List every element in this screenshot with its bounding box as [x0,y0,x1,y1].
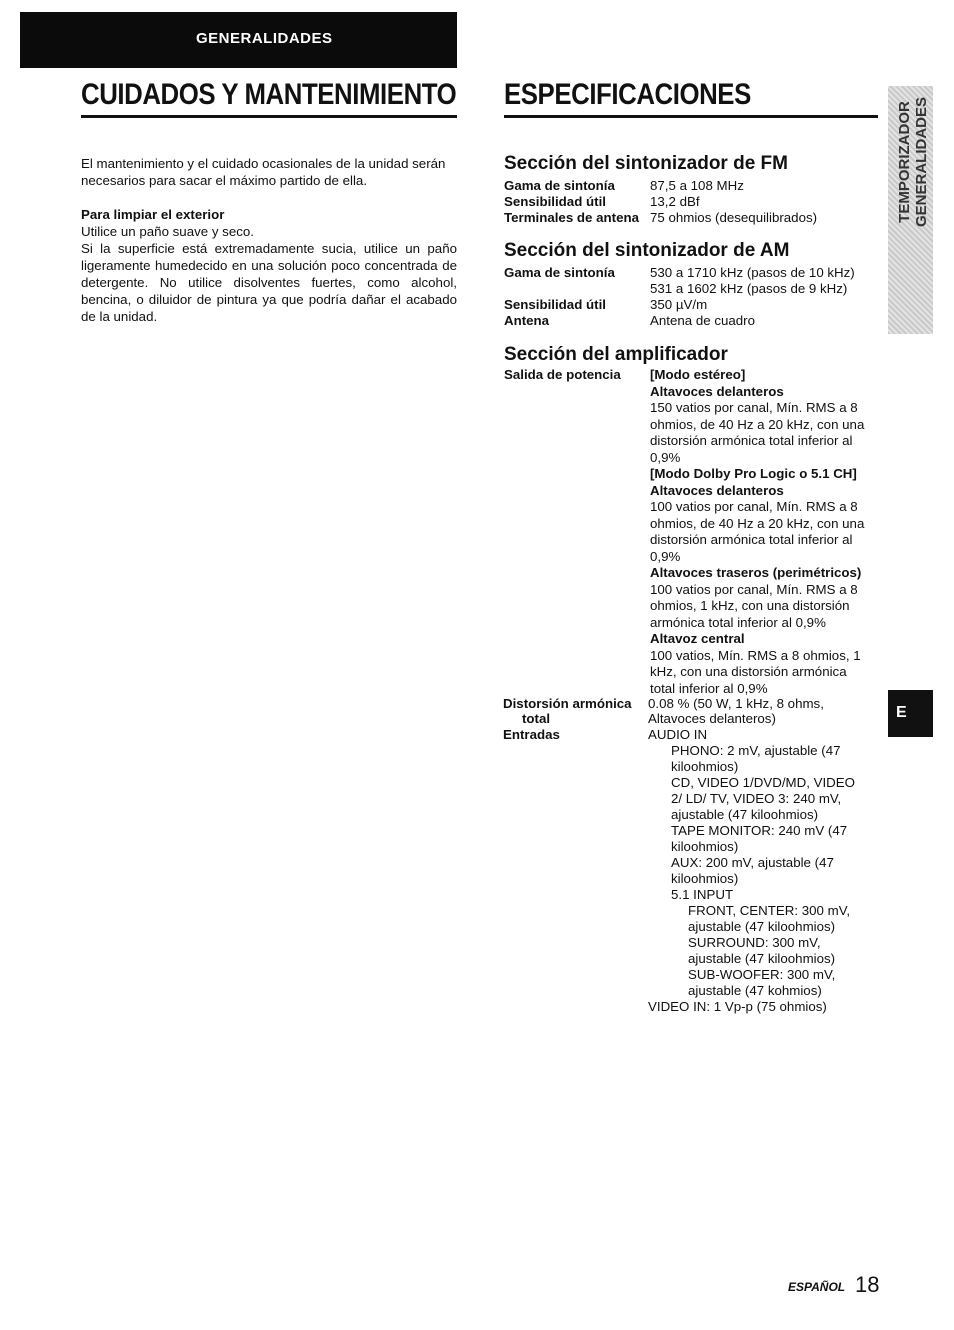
input-surround: SURROUND: 300 mV, ajustable (47 kiloohmios) [688,935,836,966]
center-label: Altavoz central [650,631,745,646]
thd-value-line2: Altavoces delanteros) [648,711,776,726]
input-aux: AUX: 200 mV, ajustable (47 kiloohmios) [671,855,834,886]
stereo-mode-label: [Modo estéreo] [650,367,746,382]
dolby-mode-label: [Modo Dolby Pro Logic o 5.1 CH] [650,466,857,481]
am-value-range-2: 531 a 1602 kHz (pasos de 9 kHz) [650,281,848,296]
fm-label-sensitivity: Sensibilidad útil [504,194,606,209]
input-51-list [688,903,864,999]
fm-label-range: Gama de sintonía [504,178,615,193]
specs-title-rule [504,115,878,118]
care-title-rule [81,115,457,118]
fm-heading: Sección del sintonizador de FM [504,153,788,174]
amp-label-power: Salida de potencia [504,367,621,382]
thd-value-line1: 0.08 % (50 W, 1 kHz, 8 ohms, [648,696,824,711]
rear-text: 100 vatios por canal, Mín. RMS a 8 ohmios, 1 kHz, con una distorsión armónica total inferior al 0,9% [650,581,858,630]
stereo-front-text: 150 vatios por canal, Mín. RMS a 8 ohmios, de 40 Hz a 20 kHz, con una distorsión armónica total inferior al 0,9% [650,400,865,465]
specs-title: ESPECIFICACIONES [504,78,751,111]
audio-in-label: AUDIO IN [648,727,708,742]
video-in: VIDEO IN: 1 Vp-p (75 ohmios) [648,999,827,1014]
care-line1: Utilice un paño suave y seco. [81,224,254,239]
dolby-front-label: Altavoces delanteros [650,482,784,498]
center-text: 100 vatios, Mín. RMS a 8 ohmios, 1 kHz, con una distorsión armónica total inferior al 0,9% [650,647,861,696]
inputs-label: Entradas [503,727,560,742]
care-intro: El mantenimiento y el cuidado ocasionales de la unidad serán necesarios para sacar el máximo partido de ella. [81,156,446,188]
section-header-label: GENERALIDADES [196,30,333,47]
input-front-center: FRONT, CENTER: 300 mV, ajustable (47 kiloohmios) [688,903,851,934]
am-value-antenna: Antena de cuadro [650,313,755,328]
thd-label-line2: total [522,711,551,726]
am-label-sensitivity: Sensibilidad útil [504,297,606,312]
language-tab-letter: E [896,704,907,721]
care-paragraph: Si la superficie está extremadamente sucia, utilice un paño ligeramente humedecido en una solución poco concentrada de detergente. No utilice disolventes fuertes, como alcohol, bencina, o diluidor de pintura ya que podría dañar el acabado de la unidad. [81,241,457,324]
input-tape: TAPE MONITOR: 240 mV (47 kiloohmios) [671,823,848,854]
side-tab-text [896,42,930,282]
amp-power-block [650,367,872,697]
audio-inputs-list [671,743,863,903]
fm-value-antenna: 75 ohmios (desequilibrados) [650,210,818,225]
input-subwoofer: SUB-WOOFER: 300 mV, ajustable (47 kohmios) [688,967,836,998]
page-number: 18 [855,1272,880,1297]
footer-language: ESPAÑOL [788,1280,846,1294]
am-value-sensitivity: 350 µV/m [650,297,708,312]
care-title: CUIDADOS Y MANTENIMIENTO [81,78,457,111]
fm-value-sensitivity: 13,2 dBf [650,194,700,209]
thd-label-line1: Distorsión armónica [503,696,632,711]
rear-label: Altavoces traseros (perimétricos) [650,565,862,580]
care-subheading: Para limpiar el exterior [81,207,225,222]
amp-heading: Sección del amplificador [504,344,728,365]
input-cd-video: CD, VIDEO 1/DVD/MD, VIDEO 2/ LD/ TV, VIDEO 3: 240 mV, ajustable (47 kiloohmios) [671,775,855,822]
am-label-range: Gama de sintonía [504,265,615,280]
side-index-tab [888,86,933,334]
input-phono: PHONO: 2 mV, ajustable (47 kiloohmios) [671,743,841,774]
am-label-antenna: Antena [504,313,550,328]
input-51-label: 5.1 INPUT [671,887,734,902]
dolby-front-text: 100 vatios por canal, Mín. RMS a 8 ohmios, de 40 Hz a 20 kHz, con una distorsión armónica total inferior al 0,9% [650,499,865,564]
fm-value-range: 87,5 a 108 MHz [650,178,744,193]
side-tab-line1: TEMPORIZADOR [896,101,913,223]
stereo-front-label: Altavoces delanteros [650,383,784,399]
side-tab-line2: GENERALIDADES [913,97,930,228]
language-tab [888,690,933,737]
fm-label-antenna: Terminales de antena [504,210,639,225]
am-heading: Sección del sintonizador de AM [504,240,790,261]
am-value-range-1: 530 a 1710 kHz (pasos de 10 kHz) [650,265,855,280]
